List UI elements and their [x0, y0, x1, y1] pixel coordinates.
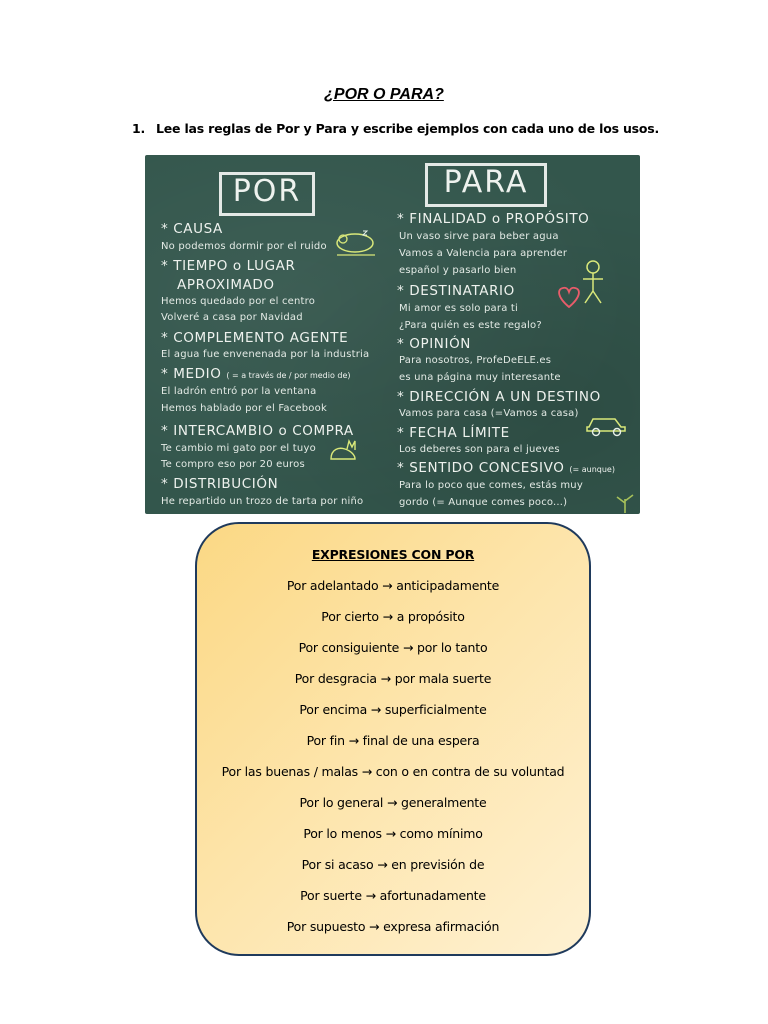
- expression-item: Por desgracia → por mala suerte: [294, 671, 492, 686]
- cat-doodle: [327, 437, 359, 463]
- expression-item: Por consiguiente → por lo tanto: [298, 640, 488, 655]
- expression-item: Por cierto → a propósito: [321, 609, 465, 624]
- para-rule-title: * FINALIDAD o PROPÓSITO: [397, 211, 590, 227]
- expression-item: Por encima → superficialmente: [299, 702, 487, 717]
- para-example: es una página muy interesante: [399, 372, 561, 383]
- por-rule-title: * DISTRIBUCIÓN: [161, 476, 279, 492]
- chalkboard-image: [145, 155, 640, 514]
- para-example: Los deberes son para el jueves: [399, 444, 560, 455]
- para-rule-title: [397, 460, 615, 476]
- expression-item: Por las buenas / malas → con o en contra de su voluntad: [221, 764, 565, 779]
- para-example: español y pasarlo bien: [399, 265, 517, 276]
- para-example: Para lo poco que comes, estás muy: [399, 480, 583, 491]
- para-rule-note: (= aunque): [569, 465, 615, 474]
- para-rule-title: * OPINIÓN: [397, 336, 471, 352]
- por-example: Hemos hablado por el Facebook: [161, 403, 327, 414]
- para-rule-title-text: * SENTIDO CONCESIVO: [397, 460, 565, 476]
- por-rule-note: ( = a través de / por medio de): [226, 371, 351, 380]
- expression-item: Por lo general → generalmente: [299, 795, 487, 810]
- expression-item: Por suerte → afortunadamente: [300, 888, 486, 903]
- expression-item: Por adelantado → anticipadamente: [286, 578, 500, 593]
- por-rule-title: * COMPLEMENTO AGENTE: [161, 330, 349, 346]
- para-rule-title: * DESTINATARIO: [397, 283, 515, 299]
- plant-doodle: [613, 491, 637, 513]
- para-example: Mi amor es solo para ti: [399, 303, 518, 314]
- para-rule-title: * DIRECCIÓN A UN DESTINO: [397, 389, 601, 405]
- page-title: ¿POR O PARA?: [324, 86, 444, 103]
- para-example: Vamos para casa (=Vamos a casa): [399, 408, 579, 419]
- por-example: No podemos dormir por el ruido: [161, 241, 327, 252]
- por-example: Volveré a casa por Navidad: [161, 312, 303, 323]
- por-rule-title: * CAUSA: [161, 221, 223, 237]
- para-heading-box: [425, 163, 547, 207]
- car-doodle: [585, 411, 627, 437]
- por-example: Te compro eso por 20 euros: [161, 459, 305, 470]
- stick-figure-doodle: [575, 259, 611, 307]
- expression-item: Por fin → final de una espera: [306, 733, 480, 748]
- para-example: ¿Para quién es este regalo?: [399, 320, 542, 331]
- por-rule-title-cont: APROXIMADO: [177, 277, 275, 293]
- instruction: [132, 121, 659, 136]
- expressions-heading: EXPRESIONES CON POR: [311, 547, 475, 562]
- sleeping-figure-doodle: [333, 225, 379, 259]
- para-example: Vamos a Valencia para aprender: [399, 248, 568, 259]
- para-example: Para nosotros, ProfeDeELE.es: [399, 355, 552, 366]
- por-example: El ladrón entró por la ventana: [161, 386, 317, 397]
- por-rule-title: [161, 366, 351, 382]
- instruction-number: 1.: [132, 121, 146, 136]
- para-example: Un vaso sirve para beber agua: [399, 231, 559, 242]
- expression-item: Por lo menos → como mínimo: [303, 826, 483, 841]
- para-rule-title: * FECHA LÍMITE: [397, 425, 510, 441]
- por-example: He repartido un trozo de tarta por niño: [161, 496, 364, 507]
- expressions-panel: [195, 522, 591, 956]
- instruction-text: Lee las reglas de Por y Para y escribe ejemplos con cada uno de los usos.: [156, 121, 660, 136]
- por-example: Hemos quedado por el centro: [161, 296, 316, 307]
- por-rule-title: * INTERCAMBIO o COMPRA: [161, 423, 354, 439]
- para-heading: PARA: [443, 165, 529, 200]
- expression-item: Por supuesto → expresa afirmación: [286, 919, 500, 934]
- por-rule-title: * TIEMPO o LUGAR: [161, 258, 296, 274]
- por-heading-box: [219, 172, 315, 216]
- para-example: gordo (= Aunque comes poco...): [399, 497, 568, 508]
- expression-item: Por si acaso → en previsión de: [301, 857, 485, 872]
- por-heading: POR: [232, 174, 302, 209]
- por-example: El agua fue envenenada por la industria: [161, 349, 370, 360]
- por-rule-title-text: * MEDIO: [161, 366, 222, 382]
- por-example: Te cambio mi gato por el tuyo: [161, 443, 316, 454]
